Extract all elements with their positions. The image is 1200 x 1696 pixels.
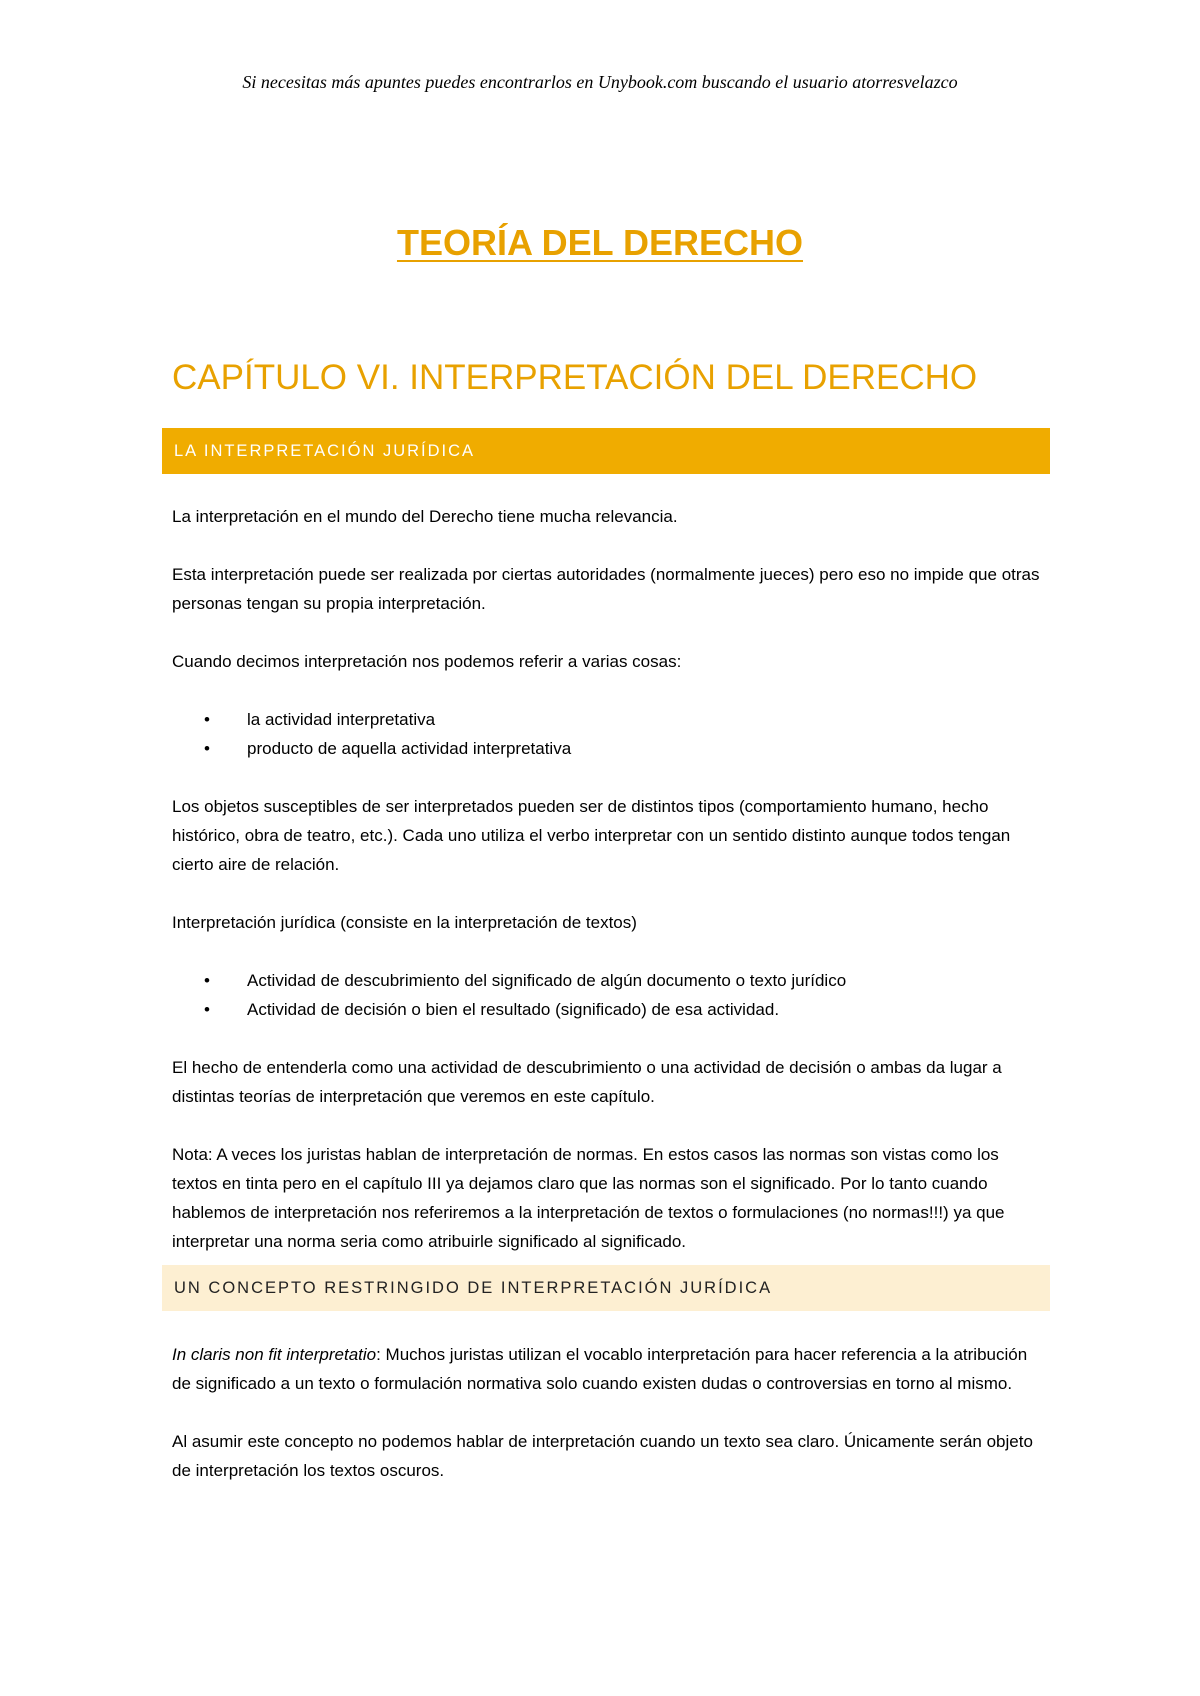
document-title: TEORÍA DEL DERECHO bbox=[396, 222, 804, 263]
latin-phrase: In claris non fit interpretatio bbox=[172, 1345, 377, 1364]
paragraph: Cuando decimos interpretación nos podemos referir a varias cosas: bbox=[172, 652, 682, 671]
list-item: • Actividad de descubrimiento del significado de algún documento o texto jurídico bbox=[172, 966, 1044, 995]
bullet-list bbox=[172, 966, 1044, 1024]
paragraph: Al asumir este concepto no podemos hablar de interpretación cuando un texto sea claro. Únicamente serán objeto de interpretación los textos oscuros. bbox=[172, 1432, 1033, 1480]
bullet-icon: • bbox=[204, 710, 210, 729]
note-paragraph: Nota: A veces los juristas hablan de interpretación de normas. En estos casos las normas son vistas como los textos en tinta pero en el capítulo III ya dejamos claro que las normas son el significado. Por lo tanto cuando hablemos de interpretación nos referiremos a la interpretación de textos o formulaciones (no normas!!!) ya que interpretar una norma seria como atribuirle significado al significado. bbox=[172, 1145, 1005, 1251]
list-item: • Actividad de decisión o bien el resultado (significado) de esa actividad. bbox=[172, 995, 1044, 1024]
header-note: Si necesitas más apuntes puedes encontrarlos en Unybook.com buscando el usuario atorresvelazco bbox=[242, 72, 958, 92]
section-heading-text: LA INTERPRETACIÓN JURÍDICA bbox=[174, 441, 476, 460]
bullet-icon: • bbox=[204, 739, 210, 758]
paragraph: El hecho de entenderla como una actividad de descubrimiento o una actividad de decisión o ambas da lugar a distintas teorías de interpretación que veremos en este capítulo. bbox=[172, 1058, 1002, 1106]
section-heading-interpretacion-juridica bbox=[162, 428, 1050, 474]
list-item: • producto de aquella actividad interpretativa bbox=[172, 734, 1044, 763]
paragraph: La interpretación en el mundo del Derecho tiene mucha relevancia. bbox=[172, 507, 678, 526]
paragraph: Los objetos susceptibles de ser interpretados pueden ser de distintos tipos (comportamiento humano, hecho histórico, obra de teatro, etc.). Cada uno utiliza el verbo interpretar con un sentido distinto aunque todos tengan cierto aire de relación. bbox=[172, 797, 1011, 874]
chapter-title: CAPÍTULO VI. INTERPRETACIÓN DEL DERECHO bbox=[172, 358, 978, 397]
section-heading-concepto-restringido bbox=[162, 1265, 1050, 1311]
section-2-body bbox=[172, 1340, 1044, 1485]
bullet-icon: • bbox=[204, 1000, 210, 1019]
paragraph: Esta interpretación puede ser realizada por ciertas autoridades (normalmente jueces) pero eso no impide que otras personas tengan su propia interpretación. bbox=[172, 565, 1040, 613]
bullet-list bbox=[172, 705, 1044, 763]
section-heading-text: UN CONCEPTO RESTRINGIDO DE INTERPRETACIÓN JURÍDICA bbox=[174, 1278, 773, 1297]
list-item: • la actividad interpretativa bbox=[172, 705, 1044, 734]
section-1-body bbox=[172, 502, 1044, 1256]
paragraph: In claris non fit interpretatio: Muchos juristas utilizan el vocablo interpretación para hacer referencia a la atribución de significado a un texto o formulación normativa solo cuando existen dudas o controversias en torno al mismo. bbox=[172, 1345, 1028, 1393]
paragraph: Interpretación jurídica (consiste en la interpretación de textos) bbox=[172, 913, 637, 932]
bullet-icon: • bbox=[204, 971, 210, 990]
